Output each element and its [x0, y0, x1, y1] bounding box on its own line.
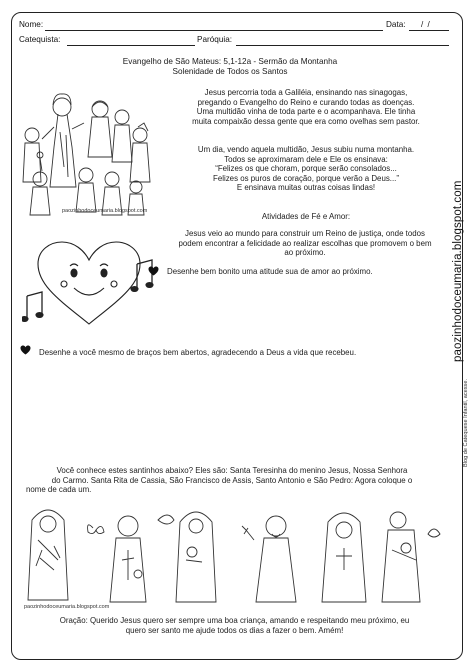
- prayer-text: Oração: Querido Jesus quero ser sempre uma boa criança, amando e respeitando meu próximo, eu quero ser santo me ajude todos os dias a fazer o bem. Amém!: [59, 616, 410, 635]
- saint-teresinha-figure: [28, 510, 68, 600]
- gospel-line1: Evangelho de São Mateus: 5,1-12a - Sermão da Montanha: [122, 57, 338, 66]
- data-label: Data:: [386, 20, 406, 29]
- catequista-label: Catequista:: [19, 35, 61, 44]
- activities-intro: Jesus veio ao mundo para construir um Reino de justiça, onde todos podem encontrar a felicidade ao realizar escolhas que promovem o bem ao próximo.: [178, 229, 432, 258]
- blog-side-label: paozinhodoceumaria.blogspot.com: [452, 180, 464, 362]
- credit-side-label: Blog de Catequese Infantil, acesse.: [463, 378, 469, 467]
- heart-bullet-icon: [148, 266, 159, 276]
- task-2-text: Desenhe a você mesmo de braços bem abertos, agradecendo a Deus a vida que recebeu.: [39, 348, 357, 357]
- illustration-caption: paozinhodoceumaria.blogspot.com: [62, 208, 148, 214]
- nome-line[interactable]: [45, 30, 383, 31]
- data-line[interactable]: [409, 30, 449, 31]
- task-1-text: Desenhe bem bonito uma atitude sua de amor ao próximo.: [167, 267, 373, 276]
- paroquia-line[interactable]: [236, 45, 449, 46]
- story-paragraph-2: Um dia, vendo aquela multidão, Jesus subiu numa montanha. Todos se aproximaram dele e Ele os ensinava: “Felizes os que choram, porque serão consolados... Felizes os puros de coração, porque verão a Deus...” E ensinava muitas outras coisas lindas!: [197, 145, 415, 193]
- saints-caption: paozinhodoceumaria.blogspot.com: [24, 604, 110, 610]
- gospel-title: [90, 57, 370, 77]
- data-separators: / /: [421, 20, 431, 29]
- heart-bullet-icon: [20, 345, 31, 355]
- nome-label: Nome:: [19, 20, 44, 29]
- paroquia-label: Paróquia:: [197, 35, 233, 44]
- smiling-heart-illustration: [22, 236, 157, 336]
- catequista-line[interactable]: [67, 45, 195, 46]
- activities-title: Atividades de Fé e Amor:: [261, 212, 351, 221]
- saints-question: Você conhece estes santinhos abaixo? Eles são: Santa Teresinha do menino Jesus, Nossa Senhora do Carmo. Santa Rita de Cassia, São Francisco de Assis, Santo Antonio e São Pedro: Agora coloque o nome de cada um.: [26, 466, 413, 495]
- jesus-crowd-illustration: [20, 87, 160, 222]
- gospel-line2: Solenidade de Todos os Santos: [172, 67, 288, 76]
- story-paragraph-1: Jesus percorria toda a Galiléia, ensinando nas sinagogas, pregando o Evangelho do Reino e curando todas as doenças. Uma multidão vinha de toda parte e o acompanhava. Ele tinha muita compaixão dessa gente que era como ovelhas sem pastor.: [192, 88, 420, 126]
- saints-illustration: [18, 500, 448, 612]
